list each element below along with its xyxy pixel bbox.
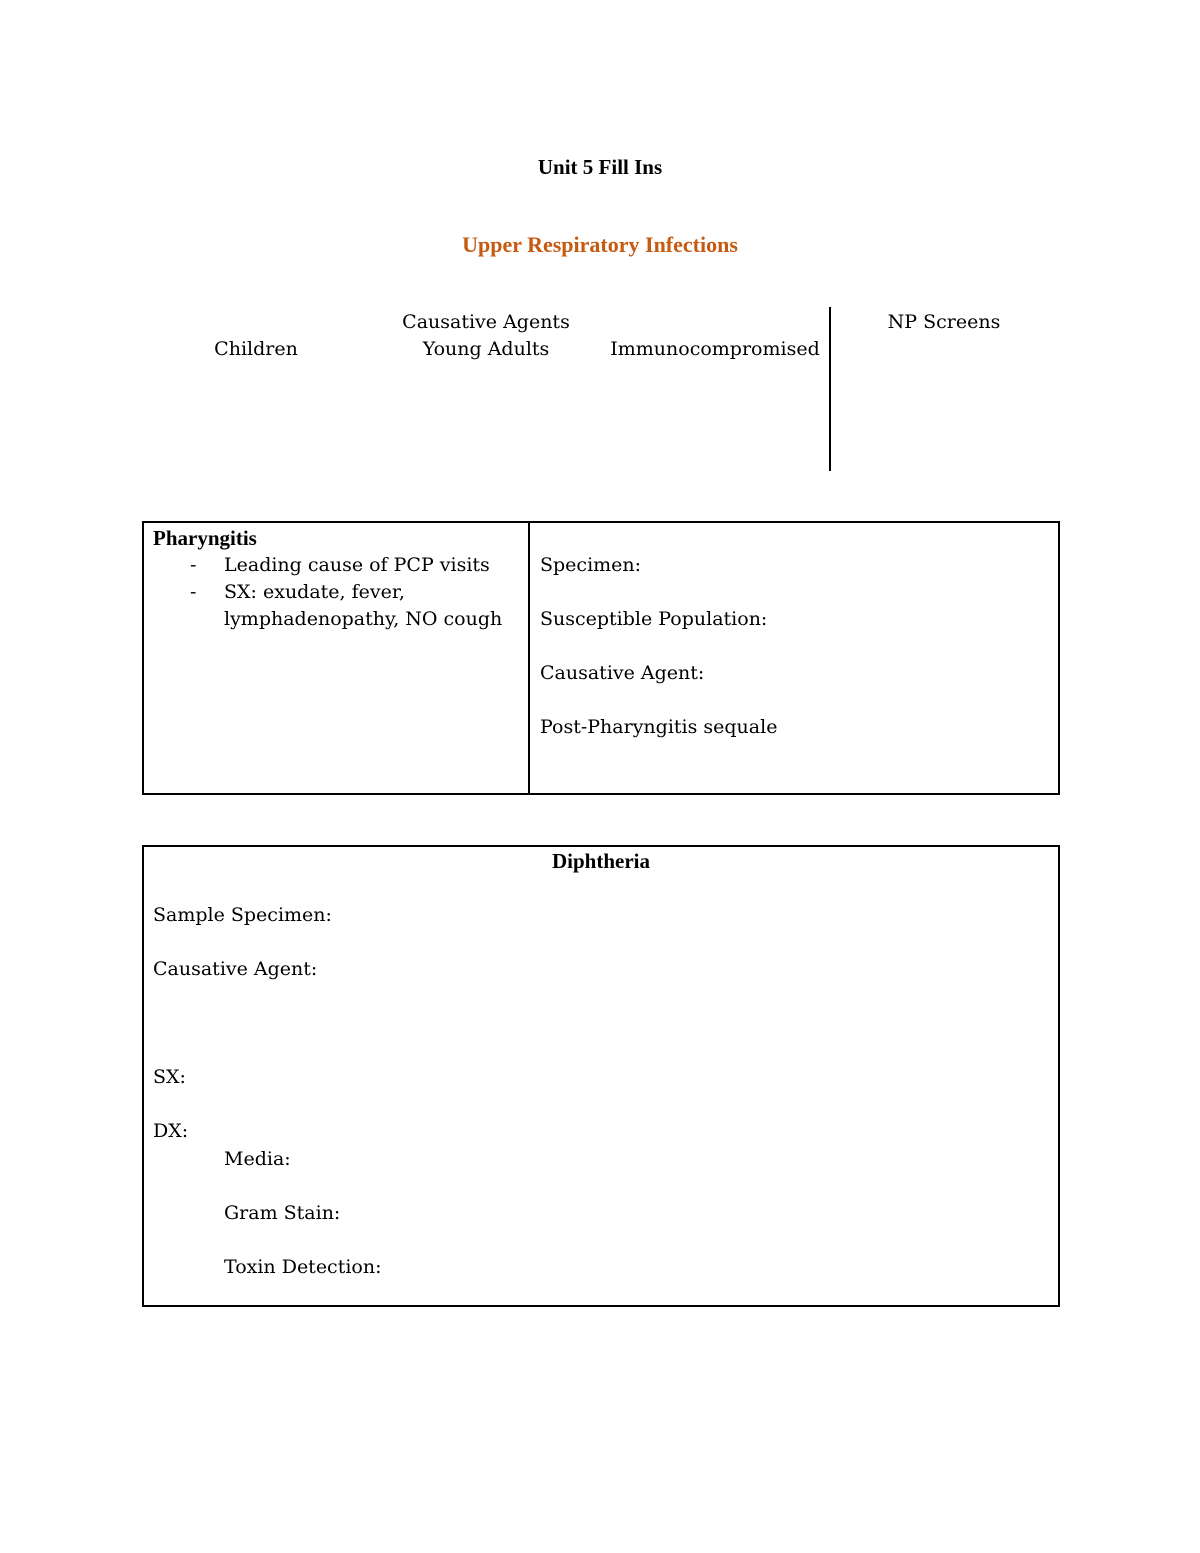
diphtheria-title: Diphtheria xyxy=(551,849,650,873)
sample-specimen-field: Sample Specimen: xyxy=(153,904,332,926)
section-subtitle: Upper Respiratory Infections xyxy=(462,232,738,257)
document-title: Unit 5 Fill Ins xyxy=(537,155,663,179)
media-field: Media: xyxy=(224,1148,291,1170)
column-young-adults: Young Adults xyxy=(422,338,550,360)
bullet-text-continued: lymphadenopathy, NO cough xyxy=(224,608,503,630)
bullet-text: SX: exudate, fever, xyxy=(224,581,405,603)
bullet-dash: - xyxy=(190,581,197,603)
np-screens-heading: NP Screens xyxy=(887,311,1001,333)
susceptible-population-field: Susceptible Population: xyxy=(540,608,768,630)
post-pharyngitis-field: Post-Pharyngitis sequale xyxy=(540,716,778,738)
pharyngitis-table-divider xyxy=(528,521,530,795)
specimen-field: Specimen: xyxy=(540,554,642,576)
dx-field: DX: xyxy=(153,1120,189,1142)
causative-agents-heading: Causative Agents xyxy=(402,311,570,333)
pharyngitis-title: Pharyngitis xyxy=(153,526,257,550)
bullet-text: Leading cause of PCP visits xyxy=(224,554,490,576)
column-divider xyxy=(829,307,831,471)
causative-agent-field: Causative Agent: xyxy=(153,958,318,980)
column-children: Children xyxy=(214,338,298,360)
column-immunocompromised: Immunocompromised xyxy=(610,338,820,360)
sx-field: SX: xyxy=(153,1066,186,1088)
toxin-detection-field: Toxin Detection: xyxy=(224,1256,382,1278)
causative-agent-field: Causative Agent: xyxy=(540,662,705,684)
gram-stain-field: Gram Stain: xyxy=(224,1202,341,1224)
bullet-dash: - xyxy=(190,554,197,576)
